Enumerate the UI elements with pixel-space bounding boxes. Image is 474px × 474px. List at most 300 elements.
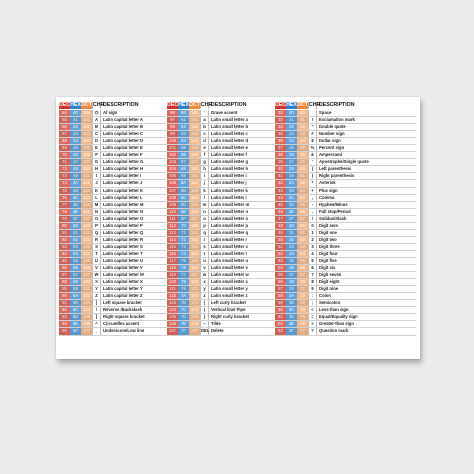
hex-cell: 4F [70, 216, 81, 222]
description-cell: Solidus/Slash [319, 215, 347, 221]
oct-cell: 114 [81, 195, 92, 201]
char-cell: 5 [308, 258, 317, 264]
oct-cell: 153 [191, 187, 198, 193]
description-cell: Digit seven [319, 272, 342, 278]
hex-cell: 59 [70, 286, 81, 292]
dec-cell: 74 [59, 180, 70, 186]
oct-cell: 140 [191, 110, 198, 115]
oct-cell: 126 [83, 265, 90, 271]
dec-cell: 83 [59, 244, 70, 250]
table-row [59, 159, 416, 166]
hex-cell: 21 [286, 117, 297, 123]
dec-cell: 124 [169, 307, 176, 313]
hex-cell: 3C [286, 307, 297, 313]
table-row [59, 223, 416, 230]
description-cell: Digit one [319, 229, 337, 235]
hex-cell: 72 [178, 237, 189, 243]
dec-cell: 78 [59, 209, 70, 215]
description-cell: Latin capital letter T [103, 250, 143, 256]
char-cell: 1 [308, 230, 317, 236]
hex-cell: 22 [286, 124, 297, 130]
header-chr: CHR [93, 102, 105, 108]
char-cell: U [92, 258, 101, 264]
ascii-table [59, 102, 416, 336]
hex-cell: 70 [178, 223, 189, 229]
hex-cell: 6F [178, 216, 189, 222]
table-row [59, 195, 416, 202]
oct-cell: 74 [297, 307, 308, 313]
header-dec: DEC [275, 102, 286, 108]
char-cell [308, 110, 317, 116]
hex-cell: 67 [178, 159, 189, 165]
oct-cell: 46 [297, 152, 308, 158]
dec-cell: 123 [169, 300, 176, 306]
hex-cell: 28 [286, 166, 297, 172]
description-cell: Latin small letter l [211, 194, 247, 200]
table-row [59, 124, 416, 131]
oct-cell: 156 [191, 208, 198, 214]
char-cell: g [200, 159, 209, 165]
hex-cell: 36 [286, 265, 297, 271]
dec-cell: 48 [275, 223, 286, 229]
oct-cell: 105 [83, 145, 90, 151]
description-cell: Latin capital letter X [103, 279, 143, 285]
oct-cell: 172 [191, 293, 198, 299]
hex-cell: 79 [178, 286, 189, 292]
dec-cell: 87 [59, 272, 70, 278]
oct-cell: 104 [83, 138, 90, 144]
description-cell: Ampersand [319, 152, 343, 158]
char-cell: v [200, 265, 209, 271]
char-cell: b [200, 124, 209, 130]
oct-cell: 144 [191, 138, 198, 144]
char-cell: e [200, 145, 209, 151]
description-cell: Digit eight [319, 279, 340, 285]
oct-cell: 110 [81, 166, 92, 172]
char-cell: D [92, 138, 101, 144]
hex-cell: 4D [70, 202, 81, 208]
dec-cell: 111 [167, 216, 178, 222]
char-cell: S [92, 244, 101, 250]
header-oct: OCT [189, 102, 200, 108]
description-cell: Digit zero [319, 222, 339, 228]
hex-cell: 6B [178, 188, 189, 194]
table-row [59, 265, 416, 272]
char-cell: B [92, 124, 101, 130]
hex-cell: 5B [70, 300, 81, 306]
char-cell: i [200, 173, 209, 179]
description-cell: Left square bracket [103, 300, 142, 306]
description-cell: Latin capital letter P [103, 222, 143, 228]
char-cell: # [308, 131, 317, 137]
oct-cell: 165 [191, 257, 198, 263]
hex-cell: 26 [286, 152, 297, 158]
oct-cell: 170 [191, 279, 198, 285]
hex-cell: 25 [286, 145, 297, 151]
oct-cell: 54 [297, 195, 308, 201]
hex-cell: 31 [286, 230, 297, 236]
char-cell: DEL [201, 328, 210, 334]
char-cell: d [200, 138, 209, 144]
char-cell: E [92, 145, 101, 151]
char-cell: > [308, 321, 317, 327]
table-row [59, 216, 416, 223]
char-cell: t [200, 251, 209, 257]
description-cell: Latin small letter b [211, 124, 248, 130]
table-row [59, 180, 416, 187]
header-oct: OCT [81, 102, 92, 108]
char-cell: < [308, 307, 317, 313]
table-row [59, 258, 416, 265]
description-cell: Question mark [319, 328, 349, 334]
dec-cell: 120 [169, 279, 176, 285]
table-row [59, 131, 416, 138]
char-cell: [ [92, 300, 101, 306]
char-cell: 6 [308, 265, 317, 271]
dec-cell: 47 [275, 216, 286, 222]
description-cell: Number sign [319, 131, 345, 137]
description-cell: Latin small letter h [211, 166, 248, 172]
dec-cell: 118 [167, 265, 178, 271]
ascii-table-poster [56, 97, 420, 359]
char-cell: & [308, 152, 317, 158]
char-cell: $ [308, 138, 317, 144]
char-cell: 8 [308, 279, 317, 285]
hex-cell: 55 [70, 258, 81, 264]
hex-cell: 60 [178, 110, 189, 116]
char-cell: J [92, 180, 101, 186]
char-cell: O [92, 216, 101, 222]
hex-cell: 7D [178, 314, 189, 320]
dec-cell: 41 [275, 173, 286, 179]
description-cell: Digit six [319, 265, 336, 271]
hex-cell: 68 [178, 166, 189, 172]
dec-cell: 40 [275, 166, 286, 172]
oct-cell: 145 [191, 145, 198, 151]
oct-cell: 174 [191, 307, 198, 313]
char-cell: j [200, 180, 209, 186]
oct-cell: 53 [297, 188, 308, 194]
dec-cell: 50 [275, 237, 286, 243]
dec-cell: 49 [275, 230, 286, 236]
hex-cell: 38 [286, 279, 297, 285]
oct-cell: 51 [297, 173, 308, 179]
hex-cell: 48 [70, 166, 81, 172]
oct-cell: 150 [191, 166, 198, 172]
char-cell: + [308, 188, 317, 194]
header-description: DESCRIPTION [211, 102, 247, 108]
oct-cell: 162 [191, 236, 198, 242]
oct-cell: 71 [297, 286, 308, 292]
table-header [59, 102, 416, 109]
oct-cell: 103 [83, 131, 90, 137]
table-row [59, 321, 416, 328]
description-cell: Digit three [319, 243, 340, 249]
oct-cell: 146 [191, 152, 198, 158]
hex-cell: 37 [286, 272, 297, 278]
hex-cell: 41 [70, 117, 81, 123]
oct-cell: 40 [297, 110, 308, 116]
dec-cell: 35 [275, 131, 286, 137]
dec-cell: 54 [275, 265, 286, 271]
hex-cell: 49 [70, 173, 81, 179]
oct-cell: 120 [83, 222, 90, 228]
table-row [59, 110, 416, 117]
dec-cell: 45 [275, 202, 286, 208]
dec-cell: 77 [59, 202, 70, 208]
oct-cell: 77 [297, 328, 308, 334]
description-cell: Latin capital letter E [103, 145, 143, 151]
oct-cell: 63 [297, 244, 308, 250]
table-row [59, 138, 416, 145]
hex-cell: 4E [70, 209, 81, 215]
dec-cell: 127 [169, 328, 176, 334]
dec-cell: 94 [59, 321, 70, 327]
table-row [59, 314, 416, 321]
dec-cell: 43 [275, 188, 286, 194]
char-cell: * [308, 180, 317, 186]
hex-cell: 6A [178, 180, 189, 186]
oct-cell: 147 [191, 159, 198, 165]
dec-cell: 75 [59, 188, 70, 194]
table-row [59, 188, 416, 195]
description-cell: Latin capital letter D [103, 138, 144, 144]
oct-cell: 124 [83, 250, 90, 256]
table-row [59, 152, 416, 159]
hex-cell: 76 [178, 265, 189, 271]
description-cell: Left parenthesis [319, 166, 352, 172]
oct-cell: 155 [191, 201, 198, 207]
dec-cell: 73 [59, 173, 70, 179]
hex-cell: 64 [178, 138, 189, 144]
oct-cell: 55 [297, 202, 308, 208]
hex-cell: 6D [178, 202, 189, 208]
char-cell: P [92, 223, 101, 229]
hex-cell: 4A [70, 180, 81, 186]
description-cell: Exclamation mark [319, 117, 355, 123]
char-cell: M [92, 202, 101, 208]
oct-cell: 65 [297, 258, 308, 264]
dec-cell: 71 [59, 159, 70, 165]
oct-cell: 134 [83, 307, 90, 313]
description-cell: Latin capital letter R [103, 236, 144, 242]
description-cell: Latin capital letter Y [103, 286, 143, 292]
oct-cell: 47 [297, 159, 308, 165]
hex-cell: 56 [70, 265, 81, 271]
description-cell: Latin small letter d [211, 138, 248, 144]
description-cell: Latin capital letter H [103, 166, 144, 172]
dec-cell: 67 [59, 131, 70, 137]
description-cell: Left curly bracket [211, 300, 246, 306]
hex-cell: 23 [286, 131, 297, 137]
oct-cell: 141 [191, 117, 198, 123]
description-cell: Latin capital letter Z [103, 293, 143, 299]
oct-cell: 125 [83, 257, 90, 263]
dec-cell: 59 [275, 300, 286, 306]
dec-cell: 115 [167, 244, 178, 250]
char-cell: / [308, 216, 317, 222]
oct-cell: 131 [83, 286, 90, 292]
dec-cell: 101 [169, 145, 176, 151]
hex-cell: 2C [286, 195, 297, 201]
oct-cell: 117 [81, 216, 92, 222]
description-cell: Digit two [319, 236, 337, 242]
char-cell: I [92, 173, 101, 179]
description-cell: Latin capital letter Q [103, 229, 144, 235]
hex-cell: 45 [70, 145, 81, 151]
char-cell: V [92, 265, 101, 271]
char-cell: Z [92, 293, 101, 299]
char-cell: " [308, 124, 317, 130]
char-cell: ^ [92, 321, 101, 327]
oct-cell: 45 [297, 145, 308, 151]
oct-cell: 42 [297, 124, 308, 130]
hex-cell: 30 [286, 223, 297, 229]
dec-cell: 92 [59, 307, 70, 313]
dec-cell: 34 [275, 124, 286, 130]
char-cell: a [200, 117, 209, 123]
description-cell: Right parenthesis [319, 173, 355, 179]
char-cell: ) [308, 173, 317, 179]
dec-cell: 36 [275, 138, 286, 144]
hex-cell: 33 [286, 244, 297, 250]
oct-cell: 163 [191, 243, 198, 249]
dec-cell: 107 [169, 187, 176, 193]
hex-cell: 2D [286, 202, 297, 208]
header-oct: OCT [297, 102, 308, 108]
header-dec: DEC [59, 102, 70, 108]
oct-cell: 107 [83, 159, 90, 165]
hex-cell: 7A [178, 293, 189, 299]
dec-cell: 98 [167, 124, 178, 130]
oct-cell: 122 [83, 236, 90, 242]
dec-cell: 102 [169, 152, 176, 158]
table-row [59, 244, 416, 251]
description-cell: Dollar sign [319, 138, 341, 144]
oct-cell: 66 [297, 265, 308, 271]
hex-cell: 43 [70, 131, 81, 137]
description-cell: Double quote [319, 124, 346, 130]
hex-cell: 27 [286, 159, 297, 165]
dec-cell: 64 [59, 110, 70, 116]
dec-cell: 103 [169, 159, 176, 165]
char-cell: ! [308, 117, 317, 123]
hex-cell: 4C [70, 195, 81, 201]
char-cell: m [200, 202, 209, 208]
table-row [59, 117, 416, 124]
char-cell: 4 [308, 251, 317, 257]
char-cell: - [308, 202, 317, 208]
dec-cell: 39 [275, 159, 286, 165]
char-cell: k [200, 188, 209, 194]
table-body [59, 110, 416, 336]
hex-cell: 39 [286, 286, 297, 292]
oct-cell: 101 [83, 117, 90, 123]
char-cell: ; [308, 300, 317, 306]
description-cell: Reverse /Backslash [103, 307, 143, 313]
dec-cell: 99 [167, 131, 178, 137]
hex-cell: 6E [178, 209, 189, 215]
description-cell: Digit four [319, 250, 338, 256]
oct-cell: 152 [191, 180, 198, 186]
dec-cell: 114 [167, 237, 178, 243]
description-cell: Latin capital letter G [103, 159, 144, 165]
char-cell: H [92, 166, 101, 172]
dec-cell: 105 [169, 173, 176, 179]
dec-cell: 76 [59, 195, 70, 201]
char-cell: , [308, 195, 317, 201]
description-cell: Latin capital letter O [103, 215, 144, 221]
oct-cell: 44 [297, 138, 308, 144]
oct-cell: 60 [297, 223, 308, 229]
dec-cell: 37 [275, 145, 286, 151]
char-cell: ` [200, 110, 209, 116]
description-cell: Latin small letter t [211, 250, 247, 256]
hex-cell: 5D [70, 314, 81, 320]
oct-cell: 133 [83, 300, 90, 306]
dec-cell: 42 [275, 180, 286, 186]
oct-cell: 161 [191, 229, 198, 235]
oct-cell: 62 [297, 237, 308, 243]
oct-cell: 52 [297, 180, 308, 186]
description-cell: Plus sign [319, 187, 338, 193]
description-cell: Right square bracket [103, 314, 145, 320]
hex-cell: 2E [286, 209, 297, 215]
char-cell: { [200, 300, 209, 306]
dec-cell: 63 [275, 328, 286, 334]
description-cell: Latin capital letter K [103, 187, 144, 193]
dec-cell: 46 [275, 209, 286, 215]
oct-cell: 112 [81, 180, 92, 186]
hex-cell: 29 [286, 173, 297, 179]
description-cell: Comma [319, 194, 335, 200]
char-cell: C [92, 131, 101, 137]
dec-cell: 55 [275, 272, 286, 278]
char-cell: L [92, 195, 101, 201]
oct-cell: 164 [191, 250, 198, 256]
description-cell: Latin small letter z [211, 293, 248, 299]
dec-cell: 72 [59, 166, 70, 172]
description-cell: Latin small letter i [211, 173, 247, 179]
oct-cell: 115 [81, 202, 92, 208]
char-cell: N [92, 209, 101, 215]
hex-cell: 61 [178, 117, 189, 123]
dec-cell: 38 [275, 152, 286, 158]
table-row [59, 202, 416, 209]
dec-cell: 53 [275, 258, 286, 264]
description-cell: Vertical line/ Pipe [211, 307, 246, 313]
char-cell: % [308, 145, 317, 151]
hex-cell: 20 [286, 110, 297, 116]
char-cell: @ [92, 110, 101, 116]
dec-cell: 104 [169, 166, 176, 172]
oct-cell: 41 [297, 117, 308, 123]
description-cell: Latin small letter o [211, 215, 248, 221]
hex-cell: 52 [70, 237, 81, 243]
oct-cell: 73 [297, 300, 308, 306]
description-cell: Colon [319, 293, 331, 299]
dec-cell: 66 [59, 124, 70, 130]
description-cell: Equal/Equality sign [319, 314, 358, 320]
dec-cell: 44 [275, 195, 286, 201]
hex-cell: 69 [178, 173, 189, 179]
description-cell: Latin capital letter J [103, 180, 143, 186]
oct-cell: 50 [297, 166, 308, 172]
table-row [59, 328, 416, 335]
oct-cell: 116 [81, 209, 92, 215]
hex-cell: 3D [286, 314, 297, 320]
oct-cell: 171 [191, 286, 198, 292]
